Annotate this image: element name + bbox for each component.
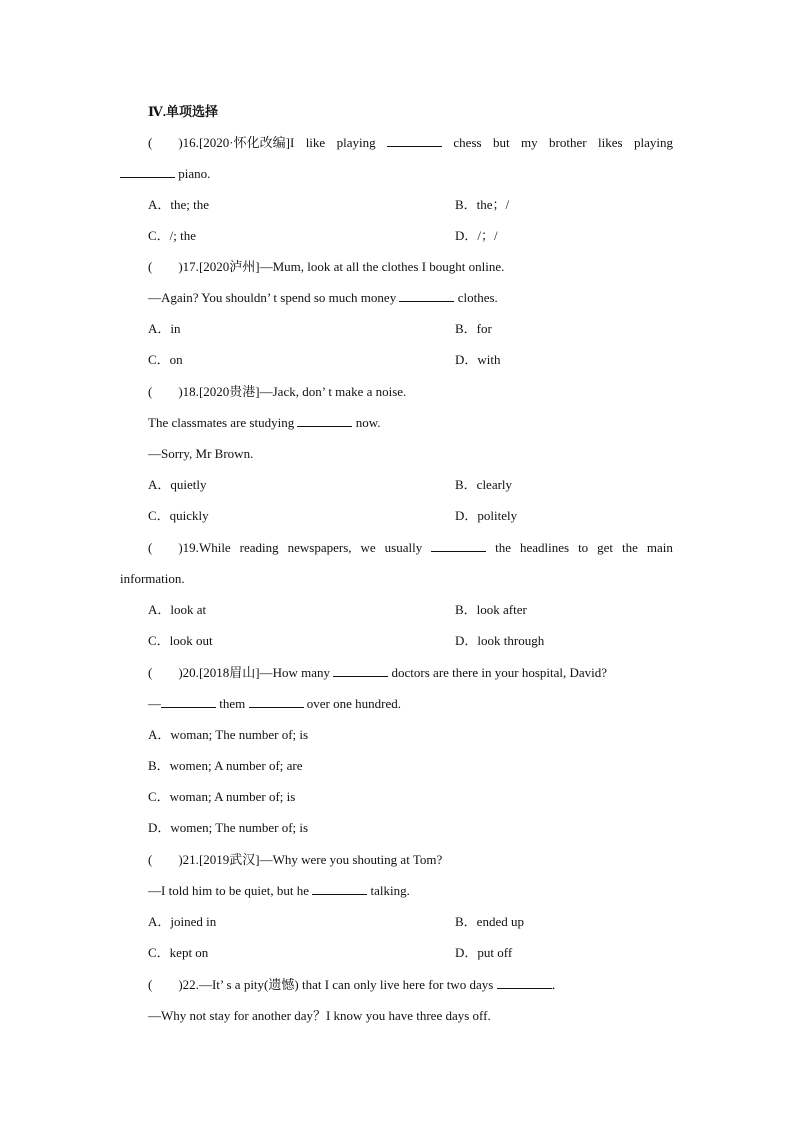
answer-blank[interactable] [431,539,486,552]
answer-blank[interactable] [399,289,454,302]
answer-blank[interactable] [312,882,367,895]
question-18-line3: —Sorry, Mr Brown. [148,446,254,461]
question-21-line2: —I told him to be quiet, but he talking. [148,883,410,898]
option-16-a[interactable]: A．the; the [148,197,210,212]
question-22-stem: ( )22.—It’ s a pity(遗憾) that I can only live here for two days ． [148,977,565,992]
question-21-stem: ( )21.[2019武汉]—Why were you shouting at Tom? [148,852,443,867]
option-17-d[interactable]: D．with [455,352,501,367]
option-18-d[interactable]: D．politely [455,508,518,523]
option-19-d[interactable]: D．look through [455,633,545,648]
option-17-c[interactable]: C．on [148,352,183,367]
question-18-stem: ( )18.[2020贵港]—Jack, don’ t make a noise. [148,384,407,399]
question-20-stem: ( )20.[2018眉山]—How many doctors are there in your hospital, David? [148,665,608,680]
question-18-line2: The classmates are studying now. [148,415,381,430]
option-20-d[interactable]: D．women; The number of; is [148,820,309,835]
section-title: Ⅳ.单项选择 [148,104,219,119]
question-19-stem-line2: information. [120,571,185,586]
question-16-stem: ( )16.[2020·怀化改编]I like playing chess but my brother likes playing [148,135,673,150]
option-21-b[interactable]: B．ended up [455,914,524,929]
option-19-c[interactable]: C．look out [148,633,213,648]
option-20-b[interactable]: B．women; A number of; are [148,758,303,773]
option-16-b[interactable]: B．the；/ [455,197,510,212]
question-20-line2: — them over one hundred. [148,696,401,711]
question-19-stem: ( )19.While reading newspapers, we usually the headlines to get the main [148,540,673,555]
option-21-c[interactable]: C．kept on [148,945,209,960]
option-20-a[interactable]: A．woman; The number of; is [148,727,309,742]
answer-blank[interactable] [161,695,216,708]
option-21-d[interactable]: D．put off [455,945,513,960]
option-18-b[interactable]: B．clearly [455,477,513,492]
option-18-c[interactable]: C．quickly [148,508,209,523]
option-17-a[interactable]: A．in [148,321,181,336]
option-21-a[interactable]: A．joined in [148,914,217,929]
answer-blank[interactable] [333,664,388,677]
question-17-stem: ( )17.[2020泸州]—Mum, look at all the clothes I bought online. [148,259,505,274]
answer-blank[interactable] [387,134,442,147]
answer-blank[interactable] [249,695,304,708]
option-19-b[interactable]: B．look after [455,602,527,617]
question-16-stem-line2: piano. [120,165,210,183]
option-20-c[interactable]: C．woman; A number of; is [148,789,296,804]
option-17-b[interactable]: B．for [455,321,492,336]
option-19-a[interactable]: A．look at [148,602,207,617]
option-16-d[interactable]: D．/；/ [455,228,498,243]
answer-blank[interactable] [297,414,352,427]
option-18-a[interactable]: A．quietly [148,477,207,492]
option-16-c[interactable]: C．/; the [148,228,197,243]
question-22-line2: —Why not stay for another day？I know you have three days off. [148,1008,491,1023]
answer-blank[interactable] [497,976,552,989]
question-17-line2: —Again? You shouldn’ t spend so much money clothes. [148,290,498,305]
answer-blank[interactable] [120,165,175,178]
